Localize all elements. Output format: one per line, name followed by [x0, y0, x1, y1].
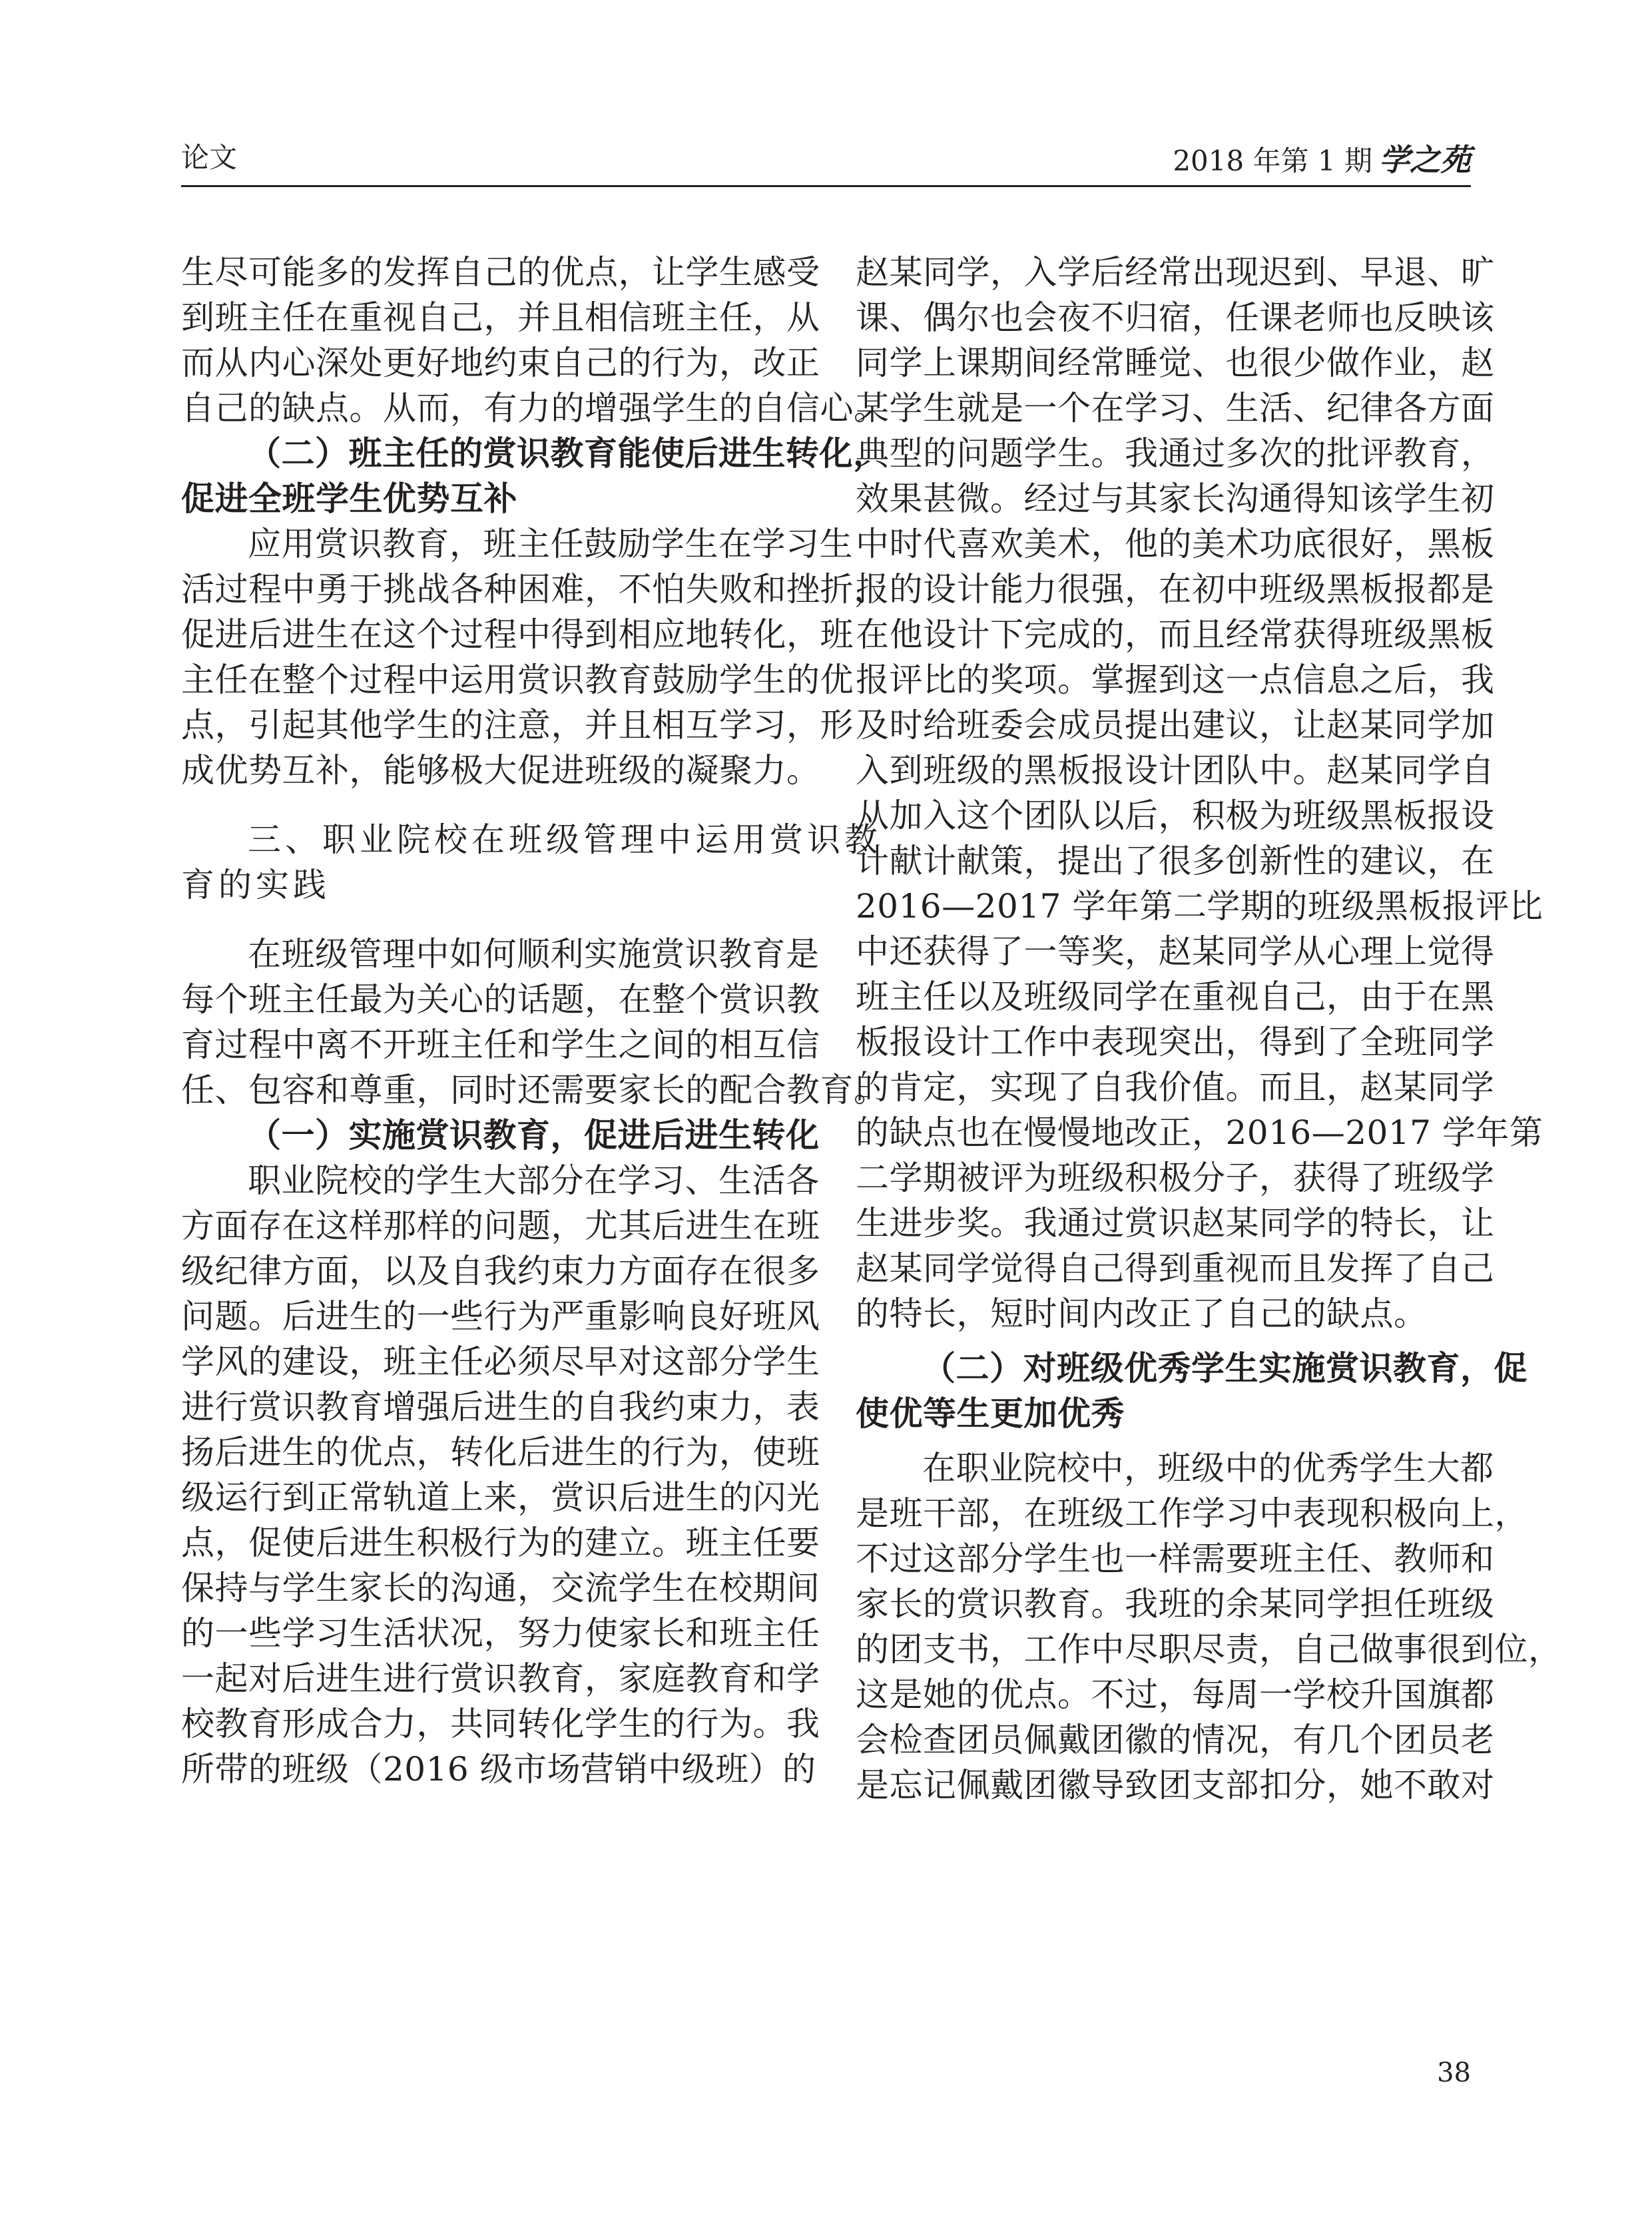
paragraph-line: 活过程中勇于挑战各种困难，不怕失败和挫折，	[181, 570, 888, 609]
section-heading-line: 促进全班学生优势互补	[181, 479, 517, 518]
paragraph-line: 某学生就是一个在学习、生活、纪律各方面	[856, 389, 1495, 427]
paragraph-line: 计献计献策，提出了很多创新性的建议，在	[856, 842, 1495, 880]
paragraph-line: 在他设计下完成的，而且经常获得班级黑板	[856, 615, 1495, 654]
paragraph-line: 成优势互补，能够极大促进班级的凝聚力。	[181, 751, 820, 790]
paragraph-line: 扬后进生的优点，转化后进生的行为，使班	[181, 1433, 820, 1472]
paragraph-line: 职业院校的学生大部分在学习、生活各	[248, 1161, 820, 1200]
left-column	[181, 250, 888, 1792]
header-section-label: 论文	[181, 141, 238, 174]
section-heading-line: 使优等生更加优秀	[856, 1394, 1125, 1433]
paragraph-line: 在职业院校中，班级中的优秀学生大都	[922, 1449, 1494, 1488]
paragraph-line: 从加入这个团队以后，积极为班级黑板报设	[856, 796, 1495, 835]
paragraph-line: 同学上课期间经常睡觉、也很少做作业，赵	[856, 344, 1495, 382]
paragraph-line: 赵某同学觉得自己得到重视而且发挥了自己	[856, 1249, 1495, 1288]
paragraph-line: 在班级管理中如何顺利实施赏识教育是	[248, 935, 820, 974]
paragraph-line: 这是她的优点。不过，每周一学校升国旗都	[856, 1675, 1495, 1714]
paragraph-line: 校教育形成合力，共同转化学生的行为。我	[181, 1705, 820, 1743]
paragraph-line: 每个班主任最为关心的话题，在整个赏识教	[181, 980, 820, 1019]
paragraph-line: 报的设计能力很强，在初中班级黑板报都是	[856, 570, 1495, 609]
paragraph-line: 板报设计工作中表现突出，得到了全班同学	[856, 1023, 1495, 1061]
paragraph-line: 效果甚微。经过与其家长沟通得知该学生初	[856, 479, 1495, 518]
page-number: 38	[1437, 2058, 1471, 2088]
paragraph-line: 保持与学生家长的沟通，交流学生在校期间	[181, 1569, 820, 1607]
paragraph-line: 家长的赏识教育。我班的余某同学担任班级	[856, 1585, 1495, 1623]
paragraph-line: 点，促使后进生积极行为的建立。班主任要	[181, 1524, 820, 1562]
paragraph-line: 的团支书，工作中尽职尽责，自己做事很到位，	[856, 1630, 1562, 1669]
paragraph-line: 及时给班委会成员提出建议，让赵某同学加	[856, 706, 1495, 744]
paragraph-line: 的特长，短时间内改正了自己的缺点。	[856, 1294, 1428, 1333]
paragraph-line: 的缺点也在慢慢地改正，2016—2017 学年第	[856, 1113, 1543, 1152]
paragraph-line: 一起对后进生进行赏识教育，家庭教育和学	[181, 1659, 820, 1698]
running-header	[181, 131, 1471, 184]
paragraph-line: 级纪律方面，以及自我约束力方面存在很多	[181, 1252, 820, 1290]
paragraph-line: 入到班级的黑板报设计团队中。赵某同学自	[856, 751, 1495, 790]
chapter-heading-line: 三、职业院校在班级管理中运用赏识教	[248, 820, 882, 859]
header-divider	[181, 185, 1471, 187]
paragraph-line: 进行赏识教育增强后进生的自我约束力，表	[181, 1388, 820, 1426]
paragraph-line: 所带的班级（2016 级市场营销中级班）的	[181, 1750, 816, 1789]
section-heading-line: （一）实施赏识教育，促进后进生转化	[248, 1116, 820, 1155]
paragraph-line: 典型的问题学生。我通过多次的批评教育，	[856, 434, 1495, 473]
paragraph-line: 不过这部分学生也一样需要班主任、教师和	[856, 1539, 1495, 1578]
paragraph-line: 中时代喜欢美术，他的美术功底很好，黑板	[856, 525, 1495, 563]
paragraph-line: 课、偶尔也会夜不归宿，任课老师也反映该	[856, 298, 1495, 337]
paragraph-line: 点，引起其他学生的注意，并且相互学习，形	[181, 706, 854, 744]
right-column	[856, 250, 1562, 1808]
paragraph-line: 会检查团员佩戴团徽的情况，有几个团员老	[856, 1721, 1495, 1759]
paragraph-line: 生尽可能多的发挥自己的优点，让学生感受	[181, 253, 820, 292]
paragraph-line: 2016—2017 学年第二学期的班级黑板报评比	[856, 887, 1543, 926]
header-issue: 2018 年第 1 期	[1173, 144, 1372, 177]
paragraph-line: 中还获得了一等奖，赵某同学从心理上觉得	[856, 932, 1495, 971]
paragraph-line: 促进后进生在这个过程中得到相应地转化，班	[181, 615, 854, 654]
paragraph-line: 应用赏识教育，班主任鼓励学生在学习生	[248, 525, 853, 563]
paragraph-line: 赵某同学，入学后经常出现迟到、早退、旷	[856, 253, 1495, 292]
paragraph-line: 到班主任在重视自己，并且相信班主任，从	[181, 298, 820, 337]
paragraph-line: 自己的缺点。从而，有力的增强学生的自信心。	[181, 389, 888, 427]
chapter-heading-line: 育的实践	[181, 866, 330, 904]
journal-logo: 学之苑	[1379, 142, 1471, 178]
paragraph-line: 任、包容和尊重，同时还需要家长的配合教育。	[181, 1071, 888, 1109]
paragraph-line: 而从内心深处更好地约束自己的行为，改正	[181, 344, 820, 382]
paragraph-line: 主任在整个过程中运用赏识教育鼓励学生的优	[181, 661, 854, 699]
paragraph-line: 是班干部，在班级工作学习中表现积极向上，	[856, 1494, 1528, 1533]
paragraph-line: 报评比的奖项。掌握到这一点信息之后，我	[856, 661, 1495, 699]
paragraph-line: 生进步奖。我通过赏识赵某同学的特长，让	[856, 1204, 1495, 1243]
paragraph-line: 育过程中离不开班主任和学生之间的相互信	[181, 1025, 820, 1064]
paragraph-line: 二学期被评为班级积极分子，获得了班级学	[856, 1159, 1495, 1197]
paragraph-line: 级运行到正常轨道上来，赏识后进生的闪光	[181, 1478, 820, 1517]
paragraph-line: 问题。后进生的一些行为严重影响良好班风	[181, 1297, 820, 1336]
section-heading-line: （二）班主任的赏识教育能使后进生转化，	[248, 434, 887, 473]
paragraph-line: 学风的建设，班主任必须尽早对这部分学生	[181, 1342, 820, 1381]
section-heading-line: （二）对班级优秀学生实施赏识教育，促	[922, 1349, 1527, 1388]
paragraph-line: 的肯定，实现了自我价值。而且，赵某同学	[856, 1068, 1495, 1107]
header-issue-info	[1173, 136, 1471, 180]
paragraph-line: 方面存在这样那样的问题，尤其后进生在班	[181, 1207, 820, 1245]
paragraph-line: 班主任以及班级同学在重视自己，由于在黑	[856, 977, 1495, 1016]
paragraph-line: 的一些学习生活状况，努力使家长和班主任	[181, 1614, 820, 1653]
paragraph-line: 是忘记佩戴团徽导致团支部扣分，她不敢对	[856, 1766, 1495, 1805]
